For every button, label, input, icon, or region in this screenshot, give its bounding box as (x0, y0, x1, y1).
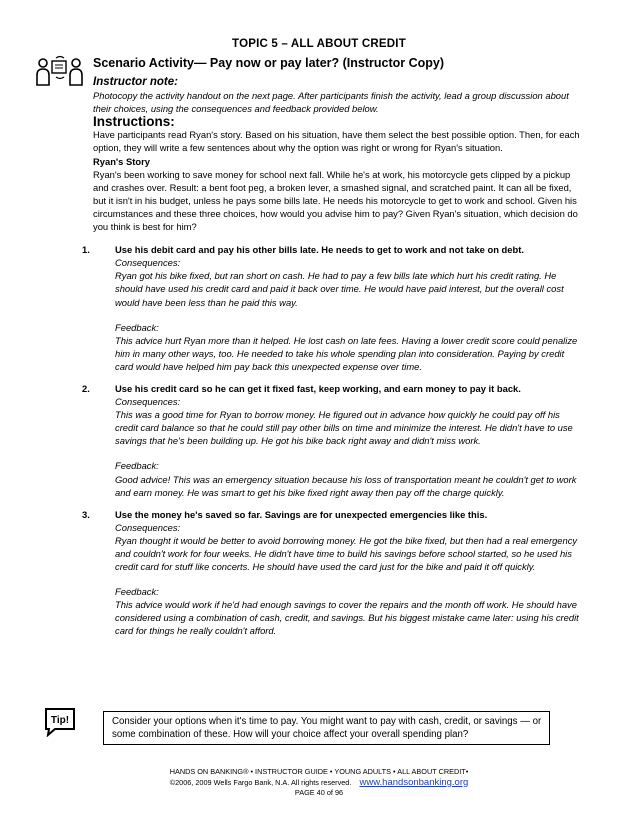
instructions-text: Have participants read Ryan's story. Based on his situation, have them select the best possible option. Then, for each option, they will write a few sentences about why the option was right or wrong for Ryan's situation. (93, 129, 580, 154)
tip-box: Consider your options when it's time to pay. You might want to pay with cash, credit, or savings — or some combination of these. How will your choice affect your overall spending plan? (103, 711, 550, 745)
option-item (82, 243, 585, 373)
option-number: 2. (82, 382, 90, 394)
consequences-label: Consequences: (115, 257, 181, 269)
feedback-text: This advice hurt Ryan more than it helped. He lost cash on late fees. Having a lower credit score could penalize him in many other ways, too. He needed to take his whole spending plan into consideration. Paying by credit card would have helped him pay back this unexpected expense over time. (115, 334, 578, 372)
footer-copyright: ©2006, 2009 Wells Fargo Bank, N.A. All rights reserved. (169, 777, 352, 787)
main-content (82, 76, 585, 647)
consequences-text: Ryan thought it would be better to avoid borrowing money. He got the bike fixed, but then had a real emergency and couldn't work for four weeks. He didn't have time to build his savings before school started, so he used his credit card for stuff like concerts. He should have used the card just for the bike and paid it off quickly. (115, 534, 578, 573)
option-title: Use his debit card and pay his other bills late. He needs to get to work and not take on debt. (115, 244, 524, 256)
feedback-text: Good advice! This was an emergency situation because his loss of transportation meant he couldn't get to work and earn money. He was smart to get his bike fixed right away then pay off the charge quickly. (115, 473, 577, 498)
story-text: Ryan's been working to save money for school next fall. While he's at work, his motorcycle gets clipped by a pickup and crashes over. Result: a bent foot peg, a broken lever, a smashed signal, and scratched paint. It can all be fixed, but it isn't in his budget, unless he pays some bills late. He needs his motorcycle to get to work and school. Given his circumstances and these three choices, how would you advise him to pay? Given Ryan's situation, which decision do you think is best for him? (93, 168, 578, 233)
option-item (82, 382, 585, 499)
options-list (82, 243, 585, 637)
website-link[interactable]: www.handsonbanking.org (359, 776, 469, 788)
instructions-heading: Instructions: (93, 114, 175, 130)
feedback-label: Feedback: (115, 321, 159, 333)
consequences-text: Ryan got his bike fixed, but ran short on cash. He had to pay a few bills late which hurt his credit rating. He should have used his credit card and paid it back over time. He would have paid interest, but the overall cost would have been less than he paid this way. (115, 270, 564, 308)
instructor-note-text: Photocopy the activity handout on the next page. After participants finish the activity, lead a group discussion about their choices, using the consequences and feedback provided below. (93, 90, 569, 115)
option-item (82, 508, 585, 638)
page-footer (0, 767, 638, 799)
tip-icon (43, 707, 77, 737)
option-number: 3. (82, 508, 90, 520)
consequences-label: Consequences: (115, 396, 181, 408)
option-number: 1. (82, 244, 90, 256)
footer-line: HANDS ON BANKING® • INSTRUCTOR GUIDE • YOUNG ADULTS • ALL ABOUT CREDIT• (169, 767, 469, 776)
instructor-note-heading: Instructor note: (93, 76, 178, 88)
consequences-label: Consequences: (115, 521, 181, 533)
option-title: Use the money he's saved so far. Savings are for unexpected emergencies like this. (115, 508, 488, 520)
page-number: PAGE 40 of 96 (294, 788, 344, 797)
feedback-label: Feedback: (115, 460, 159, 472)
story-heading: Ryan's Story (93, 155, 150, 167)
feedback-label: Feedback: (115, 586, 159, 598)
feedback-text: This advice would work if he'd had enough savings to cover the repairs and the month off work. He should have considered using a combination of cash, credit, and savings. But his biggest mistake came later: using his credit card for things he really couldn't afford. (115, 599, 579, 637)
group-activity-icon (36, 55, 84, 91)
activity-title: Scenario Activity— Pay now or pay later? (Instructor Copy) (93, 56, 445, 70)
svg-text:Tip!: Tip! (50, 715, 70, 726)
topic-heading: TOPIC 5 – ALL ABOUT CREDIT (232, 38, 406, 50)
option-title: Use his credit card so he can get it fixed fast, keep working, and earn money to pay it back. (115, 382, 521, 394)
consequences-text: This was a good time for Ryan to borrow money. He figured out in advance how quickly he could pay off his credit card balance so that he could still pay other bills on time and minimize the interest. He didn't have to use savings that he's been building up. He got his bike back right away and didn't miss work. (115, 409, 573, 447)
